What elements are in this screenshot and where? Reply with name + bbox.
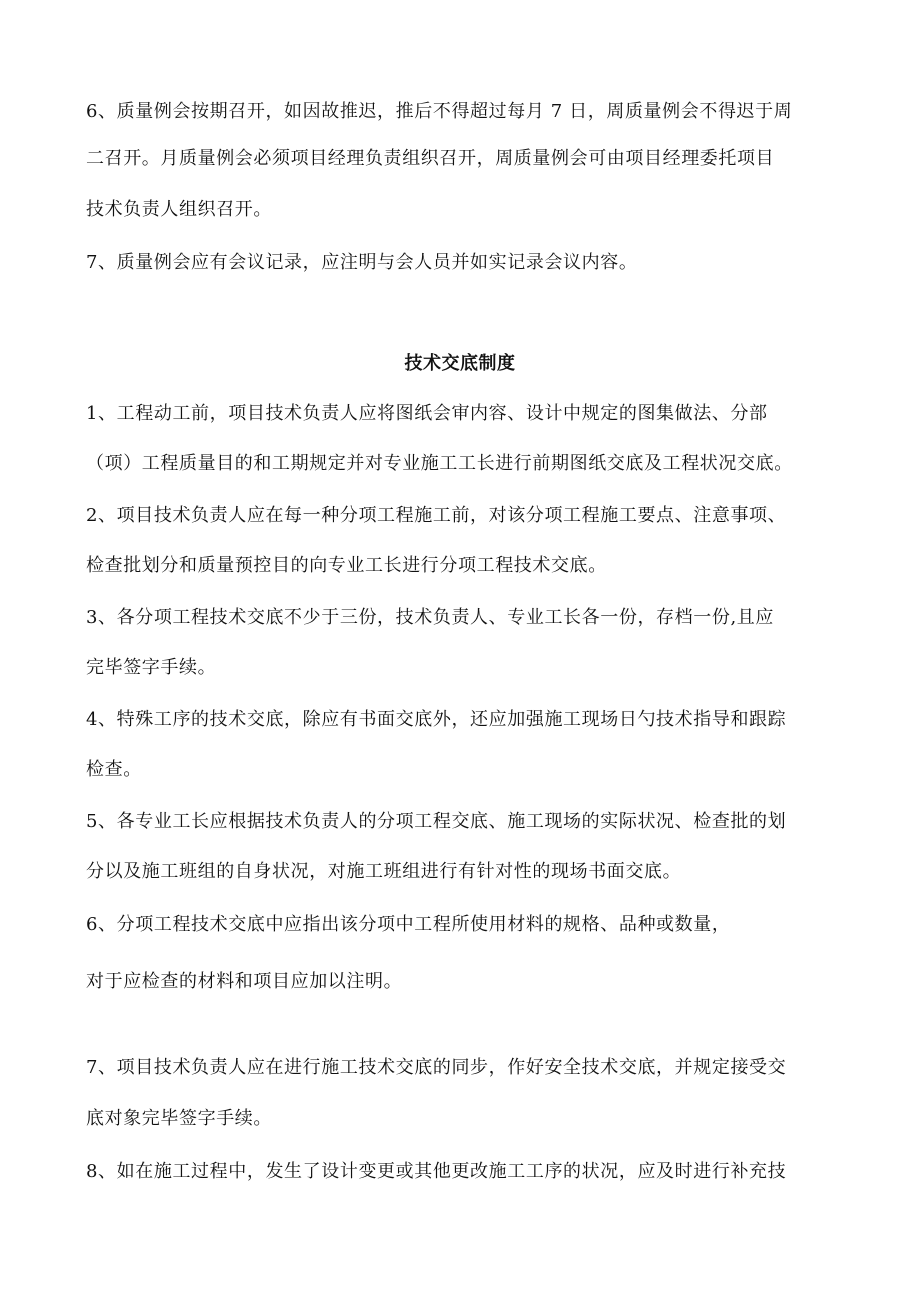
s2-item6-line2: 对于应检查的材料和项目应加以注明。 (86, 971, 403, 992)
s2-item7-line1: 7、项目技术负责人应在进行施工技术交底的同步，作好安全技术交底，并规定接受交 (86, 1057, 787, 1078)
s2-item2-line2: 检查批划分和质量预控目的向专业工长进行分项工程技术交底。 (86, 555, 607, 576)
s2-item3-line2: 完毕签字手续。 (86, 657, 217, 678)
s2-item1-line1: 1、工程动工前，项目技术负责人应将图纸会审内容、设计中规定的图集做法、分部 (86, 403, 768, 424)
s1-item6-line3: 技术负责人组织召开。 (86, 199, 272, 220)
s2-item6-line1: 6、分项工程技术交底中应指出该分项中工程所使用材料的规格、品种或数量， (86, 914, 731, 935)
s2-item4-line1: 4、特殊工序的技术交底，除应有书面交底外，还应加强施工现场日勺技术指导和跟踪 (86, 709, 787, 730)
s2-item1-line2: （项）工程质量目的和工期规定并对专业施工工长进行前期图纸交底及工程状况交底。 (86, 453, 793, 474)
s1-item6-line1: 6、质量例会按期召开，如因故推迟，推后不得超过每月 7 日，周质量例会不得迟于周 (86, 101, 793, 122)
s2-item5-line1: 5、各专业工长应根据技术负责人的分项工程交底、施工现场的实际状况、检查批的划 (86, 811, 787, 832)
s2-item4-line2: 检查。 (86, 759, 142, 780)
s2-item3-line1: 3、各分项工程技术交底不少于三份，技术负责人、专业工长各一份，存档一份,且应 (86, 607, 774, 628)
s2-item7-line2: 底对象完毕签字手续。 (86, 1108, 272, 1129)
section-title: 技术交底制度 (404, 353, 516, 374)
s2-item2-line1: 2、项目技术负责人应在每一种分项工程施工前，对该分项工程施工要点、注意事项、 (86, 505, 787, 526)
s1-item6-line2: 二召开。月质量例会必须项目经理负责组织召开，周质量例会可由项目经理委托项目 (86, 148, 775, 169)
s2-item8-line1: 8、如在施工过程中，发生了设计变更或其他更改施工工序的状况，应及时进行补充技 (86, 1161, 787, 1182)
s1-item7-line1: 7、质量例会应有会议记录，应注明与会人员并如实记录会议内容。 (86, 252, 638, 273)
s2-item5-line2: 分以及施工班组的自身状况，对施工班组进行有针对性的现场书面交底。 (86, 861, 682, 882)
